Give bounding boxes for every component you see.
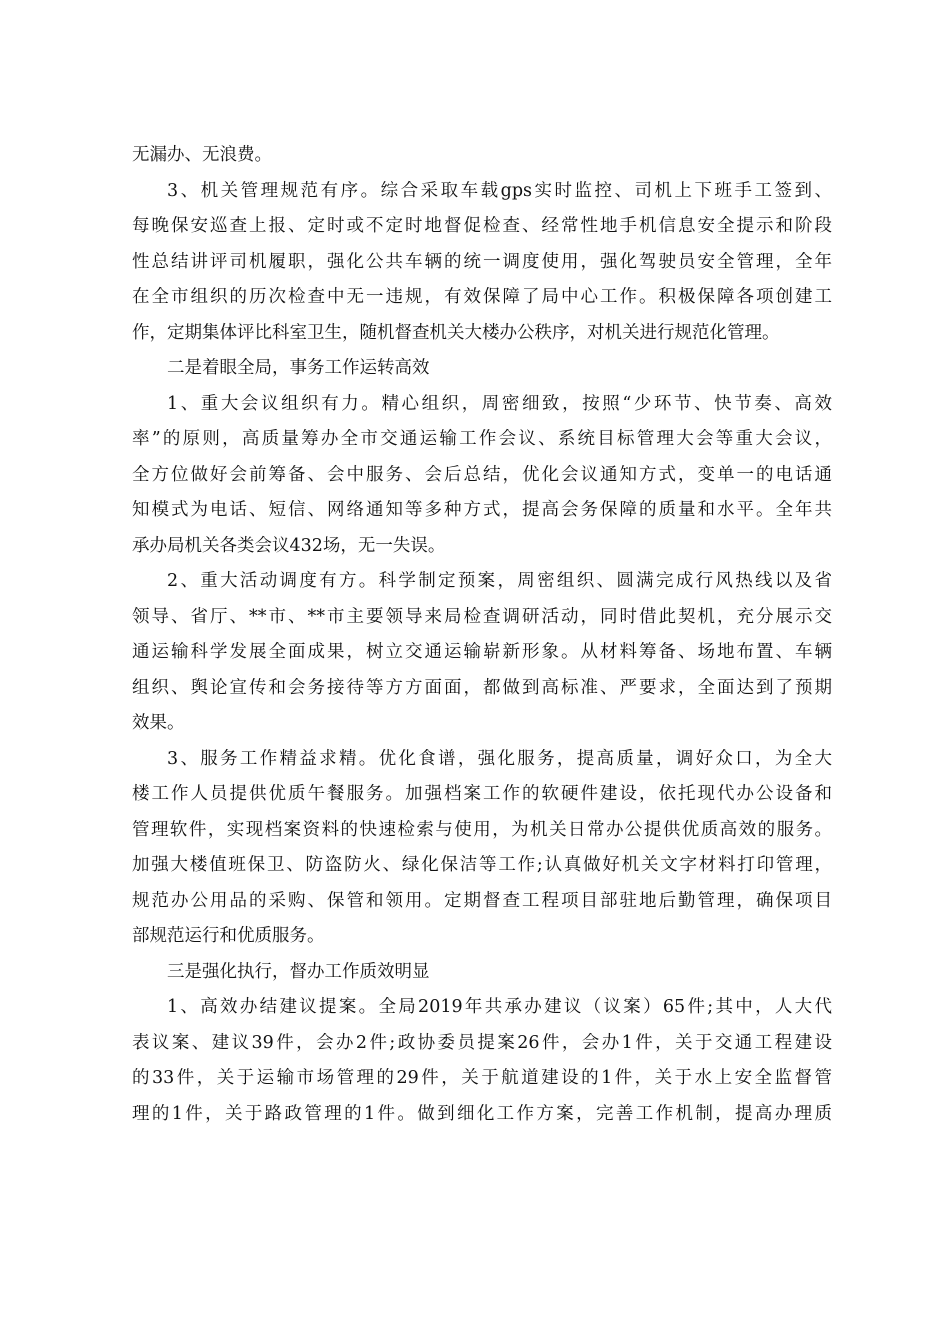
- text-line: 在全市组织的历次检查中无一违规，有效保障了局中心工作。积极保障各项创建工: [132, 287, 832, 307]
- text-line: 1、重大会议组织有力。精心组织，周密细致，按照“少环节、快节奏、高效: [167, 393, 832, 414]
- text-line: 率”的原则，高质量筹办全市交通运输工作会议、系统目标管理大会等重大会议，: [132, 429, 832, 449]
- text-line: 管理软件，实现档案资料的快速检索与使用，为机关日常办公提供优质高效的服务。: [132, 819, 832, 840]
- text-line: 承办局机关各类会议432场，无一失误。: [132, 535, 446, 556]
- text-line: 部规范运行和优质服务。: [132, 926, 325, 946]
- text-line: 效果。: [132, 713, 185, 733]
- text-line: 2、重大活动调度有方。科学制定预案，周密组织、圆满完成行风热线以及省: [167, 571, 832, 591]
- text-line: 全方位做好会前筹备、会中服务、会后总结，优化会议通知方式，变单一的电话通: [132, 464, 832, 485]
- text-line: 组织、舆论宣传和会务接待等方方面面，都做到高标准、严要求，全面达到了预期: [132, 677, 832, 698]
- text-line: 三是强化执行，督办工作质效明显: [167, 961, 430, 982]
- text-line: 的33件，关于运输市场管理的29件，关于航道建设的1件，关于水上安全监督管: [132, 1068, 832, 1088]
- text-line: 知模式为电话、短信、网络通知等多种方式，提高会务保障的质量和水平。全年共: [132, 500, 832, 520]
- text-line: 3、服务工作精益求精。优化食谱，强化服务，提高质量，调好众口，为全大: [167, 748, 832, 769]
- text-line: 二是着眼全局，事务工作运转高效: [167, 358, 430, 378]
- text-line: 楼工作人员提供优质午餐服务。加强档案工作的软硬件建设，依托现代办公设备和: [132, 784, 832, 804]
- text-line: 无漏办、无浪费。: [132, 145, 272, 165]
- text-line: 作，定期集体评比科室卫生，随机督查机关大楼办公秩序，对机关进行规范化管理。: [132, 322, 780, 343]
- text-line: 1、高效办结建议提案。全局2019年共承办建议（议案）65件;其中，人大代: [167, 997, 832, 1017]
- text-line: 理的1件，关于路政管理的1件。做到细化工作方案，完善工作机制，提高办理质: [132, 1103, 832, 1124]
- text-line: 表议案、建议39件，会办2件;政协委员提案26件，会办1件，关于交通工程建设: [132, 1032, 832, 1053]
- text-line: 通运输科学发展全面成果，树立交通运输崭新形象。从材料筹备、场地布置、车辆: [132, 642, 832, 662]
- text-line: 领导、省厅、**市、**市主要领导来局检查调研活动，同时借此契机，充分展示交: [132, 606, 832, 627]
- text-line: 规范办公用品的采购、保管和领用。定期督查工程项目部驻地后勤管理，确保项目: [132, 890, 832, 911]
- text-line: 加强大楼值班保卫、防盗防火、绿化保洁等工作;认真做好机关文字材料打印管理，: [132, 855, 832, 875]
- text-line: 每晚保安巡查上报、定时或不定时地督促检查、经常性地手机信息安全提示和阶段: [132, 216, 832, 236]
- document-body: [132, 138, 832, 1132]
- text-line: 性总结讲评司机履职，强化公共车辆的统一调度使用，强化驾驶员安全管理，全年: [132, 251, 832, 272]
- text-line: 3、机关管理规范有序。综合采取车载gps实时监控、司机上下班手工签到、: [167, 180, 832, 201]
